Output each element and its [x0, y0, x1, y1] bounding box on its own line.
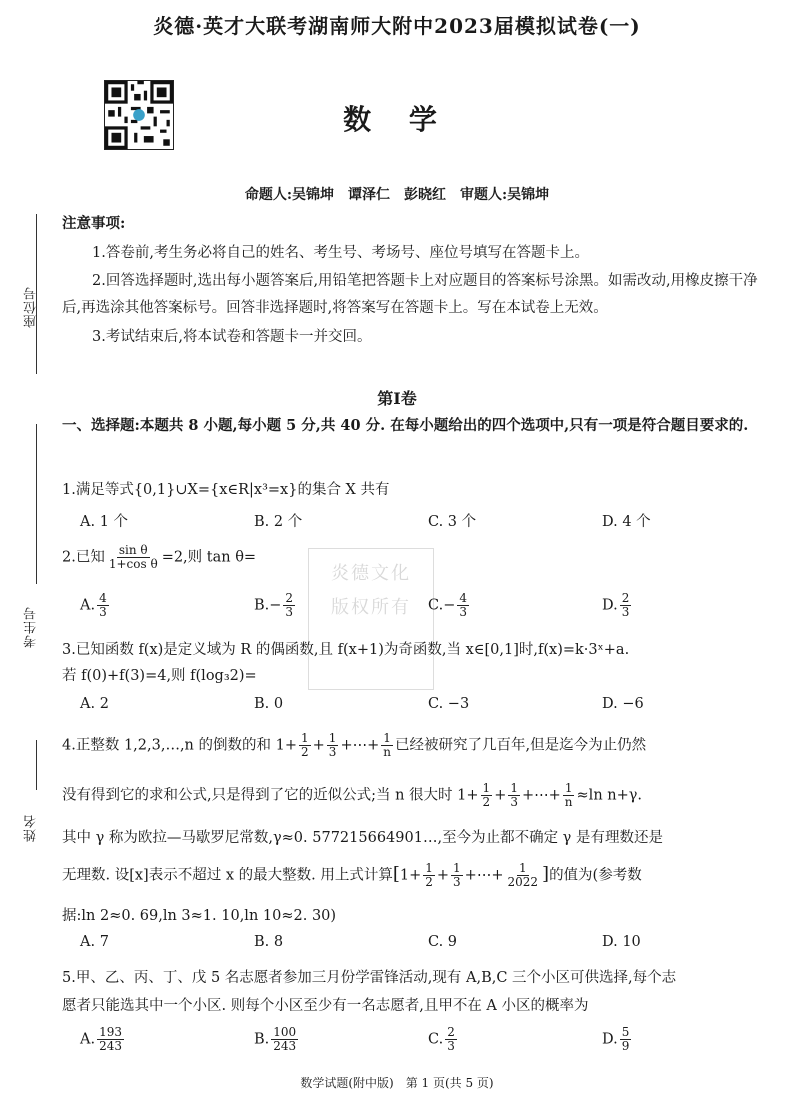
option-d: D. −6 [602, 696, 644, 712]
question-3-stem: 若 f(0)+f(3)=4,则 f(log₃2)= [62, 668, 257, 684]
option-d: D. $\frac{5}{9}$ [602, 1025, 630, 1053]
note-item: 1.答卷前,考生务必将自己的姓名、考生号、考场号、座位号填写在答题卡上。 [92, 245, 589, 261]
question-5-stem: 5.甲、乙、丙、丁、戊 5 名志愿者参加三月份学雷锋活动,现有 A,B,C 三个小区可供选择,每个志 [62, 970, 677, 986]
option-c: C. −3 [428, 696, 470, 712]
seat-label: 座位号 [24, 286, 39, 328]
option-a: A. $\frac{4}{3}$ [80, 591, 107, 619]
question-4-stem: 据:ln 2≈0. 69,ln 3≈1. 10,ln 10≈2. 30) [62, 908, 337, 924]
option-b: B. 0 [254, 696, 284, 712]
notes-title: 注意事项: [62, 215, 126, 232]
binding-line [36, 740, 37, 790]
option-d: D. $\frac{2}{3}$ [602, 591, 630, 619]
option-b: B.− $\frac{2}{3}$ [254, 591, 294, 619]
question-4-stem: 没有得到它的求和公式,只是得到了它的近似公式;当 n 很大时 1+ $\frac{1}{2}$ + $\frac{1}{3}$ +⋯+ $\frac{1}{n}$ ≈ln n+γ. [62, 781, 643, 809]
option-b: B. $\frac{100}{243}$ [254, 1025, 297, 1053]
page-footer: 数学试题(附中版) 第 1 页(共 5 页) [300, 1076, 494, 1090]
option-a: A. $\frac{193}{243}$ [80, 1025, 122, 1053]
question-3-stem: 3.已知函数 f(x)是定义域为 R 的偶函数,且 f(x+1)为奇函数,当 x∈[0,1]时,f(x)=k·3ˣ+a. [62, 642, 630, 658]
question-5-stem: 愿者只能选其中一个小区. 则每个小区至少有一名志愿者,且甲不在 A 小区的概率为 [62, 998, 589, 1014]
exam-title: 炎德·英才大联考湖南师大附中2023届模拟试卷(一) [153, 14, 641, 38]
binding-line [36, 424, 37, 584]
authors-line: 命题人:吴锦坤 谭泽仁 彭晓红 审题人:吴锦坤 [244, 187, 550, 203]
option-b: B. 8 [254, 934, 284, 950]
option-d: D. 4 个 [602, 514, 651, 530]
note-item: 2.回答选择题时,选出每小题答案后,用铅笔把答题卡上对应题目的答案标号涂黑。如需改动,用橡皮擦干净后,再选涂其他答案标号。回答非选择题时,将答案写在答题卡上。写在本试卷上无效。 [62, 273, 758, 316]
question-4-stem: 4.正整数 1,2,3,…,n 的倒数的和 1+ $\frac{1}{2}$ + $\frac{1}{3}$ +⋯+ $\frac{1}{n}$ 已经被研究了几百年,但是迄今为止仍然 [62, 731, 647, 759]
name-label: 姓名 [24, 814, 39, 842]
option-a: A. 2 [80, 696, 109, 712]
part-heading: 第Ⅰ卷 [377, 389, 417, 408]
question-4-stem: 其中 γ 称为欧拉—马歇罗尼常数,γ≈0. 577215664901…,至今为止都不确定 γ 是有理数还是 [62, 830, 663, 846]
question-2-stem: 2.已知 $\frac{\text{sin θ}}{\text{1+cos θ}}$ =2,则 tan θ= [62, 543, 257, 571]
option-a: A. 7 [80, 934, 109, 950]
option-d: D. 10 [602, 934, 641, 950]
question-4-stem: 无理数. 设[x]表示不超过 x 的最大整数. 用上式计算[1+ $\frac{1}{2}$ + $\frac{1}{3}$ +⋯+ $\frac{1}{2022}$ ]的值为(参考数 [62, 861, 642, 889]
watermark: 炎德文化 版权所有 [308, 548, 434, 690]
option-c: C.− $\frac{4}{3}$ [428, 591, 467, 619]
subject-title: 数 学 [343, 103, 451, 136]
option-b: B. 2 个 [254, 514, 303, 530]
option-c: C. 3 个 [428, 514, 477, 530]
section-heading: 一、选择题:本题共 8 小题,每小题 5 分,共 40 分. 在每小题给出的四个选项中,只有一项是符合题目要求的. [62, 417, 749, 434]
option-a: A. 1 个 [80, 514, 129, 530]
question-1-stem: 1.满足等式{0,1}∪X={x∈R|x³=x}的集合 X 共有 [62, 482, 390, 498]
option-c: C. $\frac{2}{3}$ [428, 1025, 455, 1053]
exam-number-label: 考生号 [24, 606, 39, 648]
option-c: C. 9 [428, 934, 458, 950]
note-item: 3.考试结束后,将本试卷和答题卡一并交回。 [92, 329, 372, 345]
